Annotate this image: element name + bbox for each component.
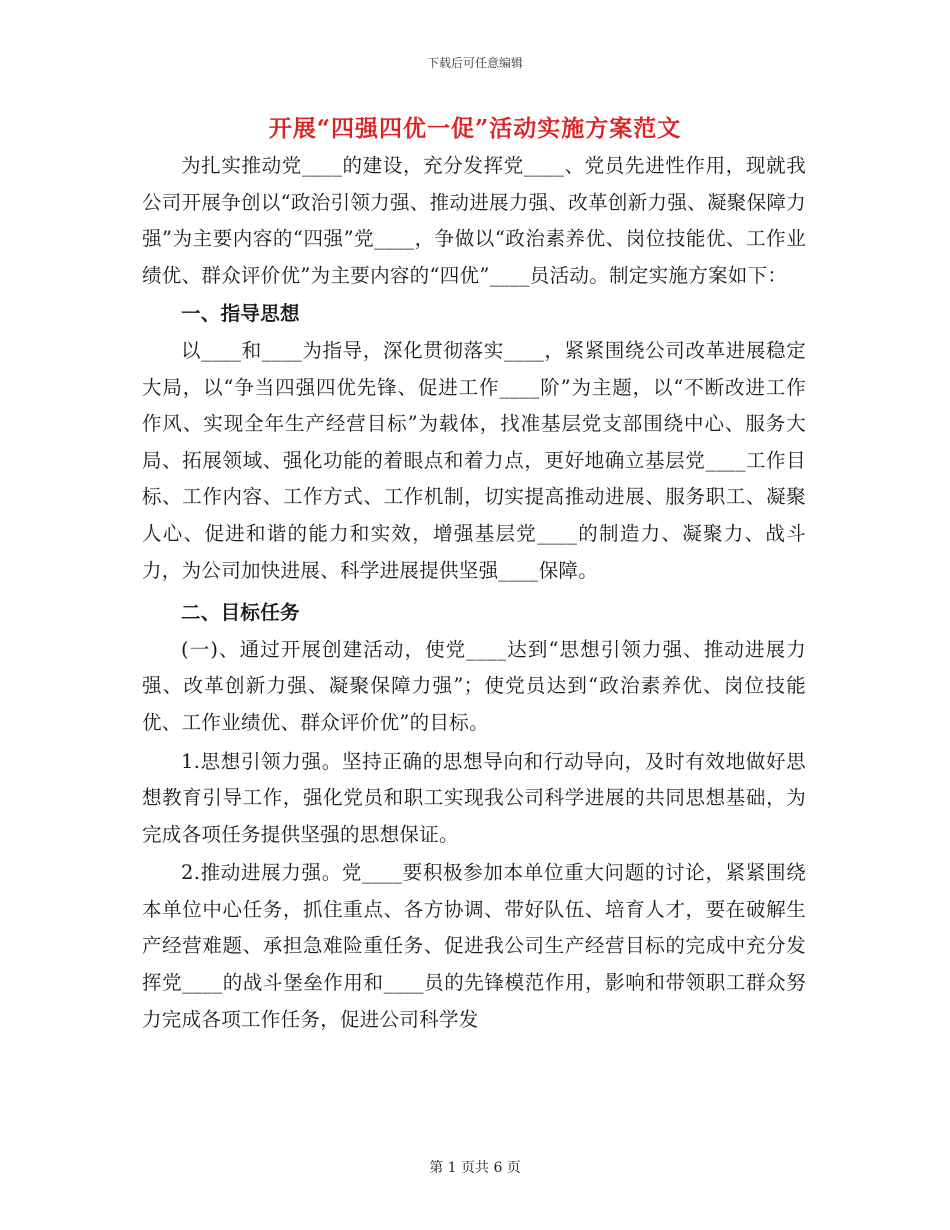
intro-paragraph: 为扎实推动党____的建设，充分发挥党____、党员先进性作用，现就我公司开展争创以“政治引领力强、推动进展力强、改革创新力强、凝聚保障力强”为主要内容的“四强”党____，争做以“政治素养优、岗位技能优、工作业绩优、群众评价优”为主要内容的“四优”____员活动。制定实施方案如下： (142, 154, 806, 287)
header-note: 下载后可任意编辑 (426, 56, 523, 70)
page-indicator: 第 1 页共 6 页 (429, 1160, 521, 1176)
section-paragraph: 以____和____为指导，深化贯彻落实____，紧紧围绕公司改革进展稳定大局，以“争当四强四优先锋、促进工作____阶”为主题，以“不断改进工作作风、实现全年生产经营目标”为载体，找准基层党支部围绕中心、服务大局、拓展领域、强化功能的着眼点和着力点，更好地确立基层党____工作目标、工作内容、工作方式、工作机制，切实提高推动进展、服务职工、凝聚人心、促进和谐的能力和实效，增强基层党____的制造力、凝聚力、战斗力，为公司加快进展、科学进展提供坚强____保障。 (142, 338, 806, 582)
section-heading-guiding-ideology: 一、指导思想 (181, 302, 300, 326)
section-paragraph: (一)、通过开展创建活动，使党____达到“思想引领力强、推动进展力强、改革创新力强、凝聚保障力强”；使党员达到“政治素养优、岗位技能优、工作业绩优、群众评价优”的目标。 (142, 637, 806, 734)
section-heading-goals-tasks: 二、目标任务 (181, 601, 300, 625)
section-paragraph: 1.思想引领力强。坚持正确的思想导向和行动导向，及时有效地做好思想教育引导工作，强化党员和职工实现我公司科学进展的共同思想基础，为完成各项任务提供坚强的思想保证。 (142, 749, 806, 846)
document-body (142, 148, 806, 1038)
document-title: 开展“四强四优一促”活动实施方案范文 (268, 115, 682, 142)
section-paragraph: 2.推动进展力强。党____要积极参加本单位重大问题的讨论，紧紧围绕本单位中心任务，抓住重点、各方协调、带好队伍、培育人才，要在破解生产经营难题、承担急难险重任务、促进我公司生产经营目标的完成中充分发挥党____的战斗堡垒作用和____员的先锋模范作用，影响和带领职工群众努力完成各项工作任务，促进公司科学发 (142, 861, 806, 1031)
